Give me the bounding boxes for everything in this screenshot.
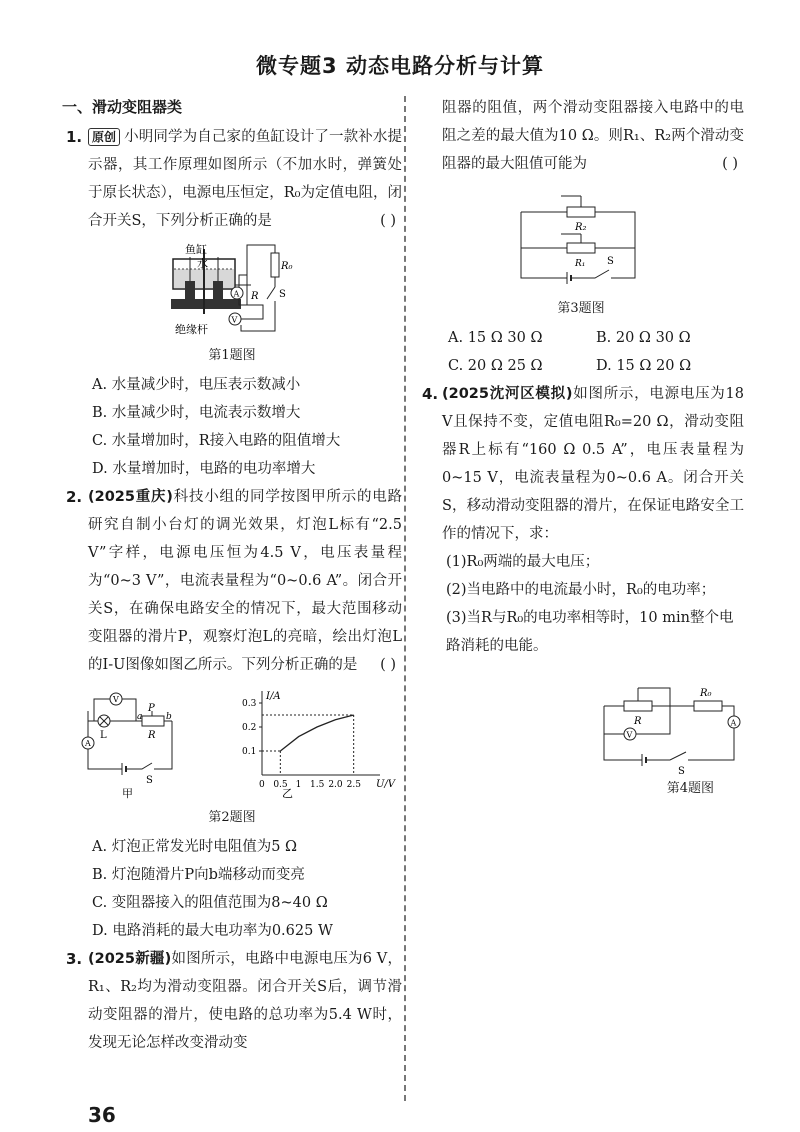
figure-4 [418,680,744,776]
option-c: C. 水量增加时，R接入电路的阻值增大 [92,433,341,449]
water-label: 水 [197,257,208,270]
column-divider [404,96,406,1101]
figure-4-caption: 第4题图 [666,781,714,796]
option-b: B. 灯泡随滑片P向b端移动而变亮 [92,867,305,883]
option-a: A. 灯泡正常发光时电阻值为5 Ω [92,839,298,855]
r-label: R [251,291,259,302]
end-b-label: b [166,712,172,722]
rheostat-label: R [148,730,156,741]
end-a-label: a [137,712,143,722]
voltmeter-label: V [113,695,119,704]
y-tick-label: 0.2 [242,723,257,733]
section-title: 一、滑动变阻器类 [62,98,183,116]
lamp-label: L [100,730,107,741]
option-b: B. 水量减少时，电流表示数增大 [92,405,301,421]
question-1 [62,123,402,235]
figure-2-diagram [82,683,396,801]
figure-2-caption: 第2题图 [208,810,256,825]
figure-2 [62,683,402,805]
option-b: B. 20 Ω 30 Ω [596,330,691,346]
left-column [62,96,402,1057]
question-3 [62,945,402,1057]
question-text: 小明同学为自己家的鱼缸设计了一款补水提示器，其工作原理如图所示（不加水时，弹簧处于原长状态），电源电压恒定，R₀为定值电阻，闭合开关S，下列分析正确的是 [88,129,402,229]
option-c: C. 变阻器接入的阻值范围为8~40 Ω [92,895,328,911]
switch-label: S [678,766,685,777]
x-tick-label: 0.5 [273,780,288,790]
options-row-2 [418,352,744,380]
x-axis-label: U/V [376,779,396,790]
question-2 [62,483,402,679]
x-tick-label: 1 [295,780,302,790]
jia-label: 甲 [122,787,133,800]
circuit-jia [82,693,172,800]
answer-blank: ( ) [380,213,396,229]
slider-label: P [148,703,155,714]
question-source: (2025新疆) [88,951,172,967]
ammeter-label: A [233,289,240,299]
option-d: D. 电路消耗的最大电功率为0.625 W [92,923,333,939]
x-tick-label: 2.5 [346,780,361,790]
question-source: (2025沈河区模拟) [442,386,573,402]
r-label: R [634,716,642,727]
option-d: D. 水量增加时，电路的电功率增大 [92,461,316,477]
figure-4-diagram [594,680,744,777]
answer-blank: ( ) [380,657,396,673]
voltmeter-label: V [231,315,238,325]
x-tick-label: 1.5 [310,780,325,790]
switch-label: S [279,289,286,300]
x-tick-label: 2.0 [328,780,343,790]
ammeter-label: A [730,718,737,728]
question-number: 3. [66,950,83,968]
voltmeter-label: V [626,730,633,740]
sub-question-3: (3)当R与R₀的电功率相等时，10 min整个电路消耗的电能。 [446,610,734,654]
question-number: 1. [66,128,83,146]
figure-3-caption: 第3题图 [557,301,605,316]
option-d: D. 15 Ω 20 Ω [596,358,692,374]
page-title: 微专题3 动态电路分析与计算 [256,54,544,78]
r0-label: R₀ [700,688,712,699]
page-number: 36 [88,1103,116,1127]
figure-1-diagram [167,239,297,339]
question-4 [418,380,744,548]
option-a: A. 15 Ω 30 Ω [448,330,543,346]
question-source: (2025重庆) [88,489,173,505]
rod-label: 绝缘杆 [175,323,208,336]
question-text: 如图所示，电源电压为18 V且保持不变，定值电阻R₀=20 Ω，滑动变阻器R上标有“160 Ω 0.5 A”，电压表量程为0~15 V，电流表量程为0~0.6 A。闭合开关S，移动滑动变阻器的滑片，在保证电路安全工作的情况下，求： [442,386,744,542]
question-number: 2. [66,488,83,506]
r1-label: R₁ [575,259,586,269]
sub-question-1: (1)R₀两端的最大电压； [446,554,600,570]
r2-label: R₂ [575,222,587,233]
question-text: 科技小组的同学按图甲所示的电路研究自制小台灯的调光效果，灯泡L标有“2.5 V”字样，电源电压恒为4.5 V，电压表量程为“0~3 V”，电流表量程为“0~0.6 A”。闭合开关S，在确保电路安全的情况下，最大范围移动变阻器的滑片P，观察灯泡L的亮暗，绘出灯泡L的I-U图像如图乙所示。下列分析正确的是 [88,489,402,673]
sub-question-2: (2)当电路中的电流最小时，R₀的电功率； [446,582,716,598]
question-text: 阻器的阻值，两个滑动变阻器接入电路中的电阻之差的最大值为10 Ω。则R₁、R₂两个滑动变阻器的最大阻值可能为 [442,100,744,172]
y-tick-label: 0.1 [242,747,257,757]
figure-1-caption: 第1题图 [208,348,256,363]
question-number: 4. [422,385,439,403]
option-a: A. 水量减少时，电压表示数减小 [92,377,301,393]
option-c: C. 20 Ω 25 Ω [448,358,543,374]
right-column [418,94,744,804]
y-tick-label: 0.3 [242,699,257,709]
yi-label: 乙 [282,787,293,800]
x-tick-label: 0 [259,780,265,790]
options-row-1 [418,324,744,352]
figure-1 [62,239,402,343]
ammeter-label: A [85,739,91,748]
iv-chart [242,691,397,800]
figure-3-diagram [511,182,651,292]
figure-3 [418,182,744,296]
tank-label: 鱼缸 [185,243,207,256]
switch-label: S [146,775,153,786]
iv-curve [280,715,353,751]
question-text: 如图所示，电路中电源电压为6 V，R₁、R₂均为滑动变阻器。闭合开关S后，调节滑动变阻器的滑片，使电路的总功率为5.4 W时，发现无论怎样改变滑动变 [88,951,402,1051]
switch-label: S [607,256,614,267]
answer-blank: ( ) [722,156,738,172]
original-tag: 原创 [88,128,120,146]
question-3-continued [418,94,744,178]
r0-label: R₀ [281,261,293,272]
y-axis-label: I/A [266,691,281,702]
